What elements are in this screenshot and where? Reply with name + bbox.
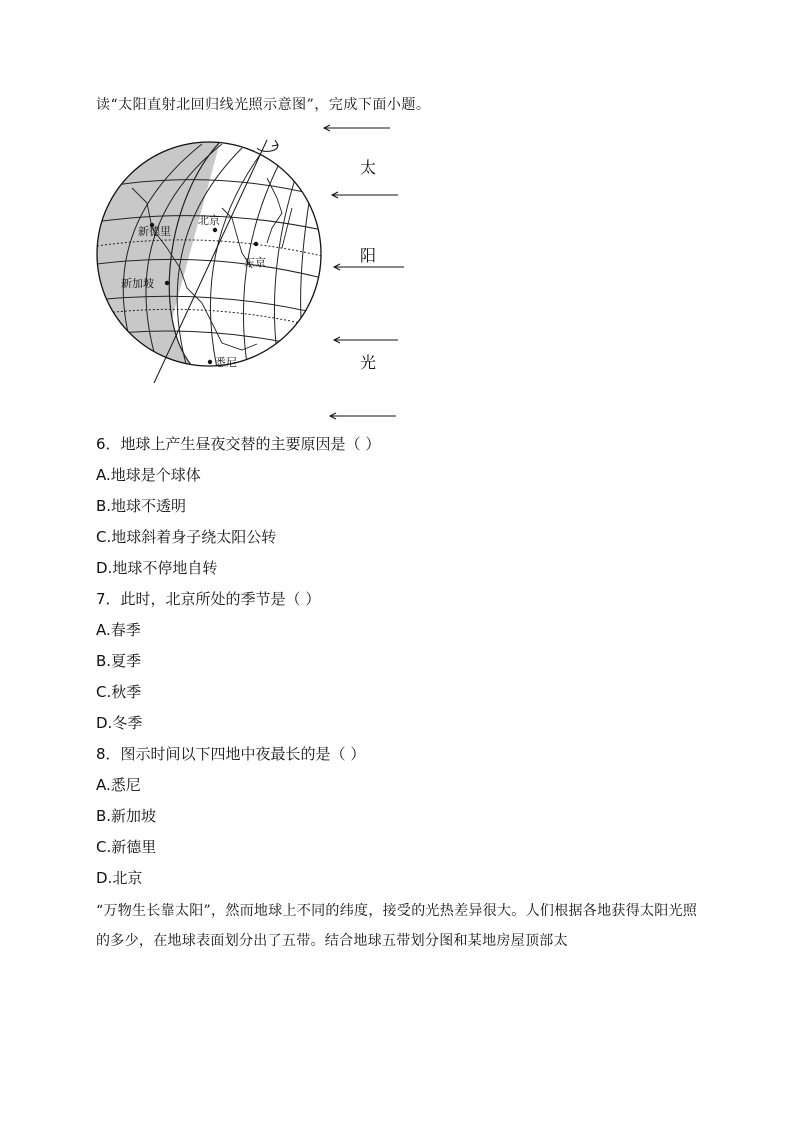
question-6-option-c: C.地球斜着身子绕太阳公转 xyxy=(96,528,277,546)
question-8-option-d: D.北京 xyxy=(96,869,143,887)
intro-text: 读“太阳直射北回归线光照示意图”，完成下面小题。 xyxy=(96,97,431,113)
passage-text: “万物生长靠太阳”，然而地球上不同的纬度，接受的光热差异很大。人们根据各地获得太阳光照的多少，在地球表面划分出了五带。结合地球五带划分图和某地房屋顶部太 xyxy=(96,903,698,949)
question-8-option-a: A.悉尼 xyxy=(96,776,141,794)
sunlight-char-2: 阳 xyxy=(360,246,377,265)
question-7-option-b: B.夏季 xyxy=(96,652,142,670)
city-label-tokyo: 东京 xyxy=(244,256,266,269)
city-label-singapore: 新加坡 xyxy=(121,277,154,290)
globe-diagram xyxy=(92,118,422,423)
question-6-option-a: A.地球是个球体 xyxy=(96,466,201,484)
question-7-option-a: A.春季 xyxy=(96,621,141,639)
question-6-option-b: B.地球不透明 xyxy=(96,497,187,515)
question-6-stem: 6．地球上产生昼夜交替的主要原因是（ ） xyxy=(96,435,381,453)
question-6-option-d: D.地球不停地自转 xyxy=(96,559,218,577)
city-label-beijing: 北京 xyxy=(198,214,220,227)
question-7-option-c: C.秋季 xyxy=(96,683,142,701)
city-label-delhi: 新德里 xyxy=(138,225,171,238)
question-8-option-b: B.新加坡 xyxy=(96,807,157,825)
question-7-stem: 7．此时，北京所处的季节是（ ） xyxy=(96,590,321,608)
sunlight-globe-figure xyxy=(92,118,422,423)
city-label-sydney: 悉尼 xyxy=(215,356,237,369)
sunlight-char-1: 太 xyxy=(360,158,377,177)
question-8-stem: 8．图示时间以下四地中夜最长的是（ ） xyxy=(96,745,366,763)
sunlight-char-3: 光 xyxy=(360,353,377,372)
question-7-option-d: D.冬季 xyxy=(96,714,143,732)
question-8-option-c: C.新德里 xyxy=(96,838,157,856)
